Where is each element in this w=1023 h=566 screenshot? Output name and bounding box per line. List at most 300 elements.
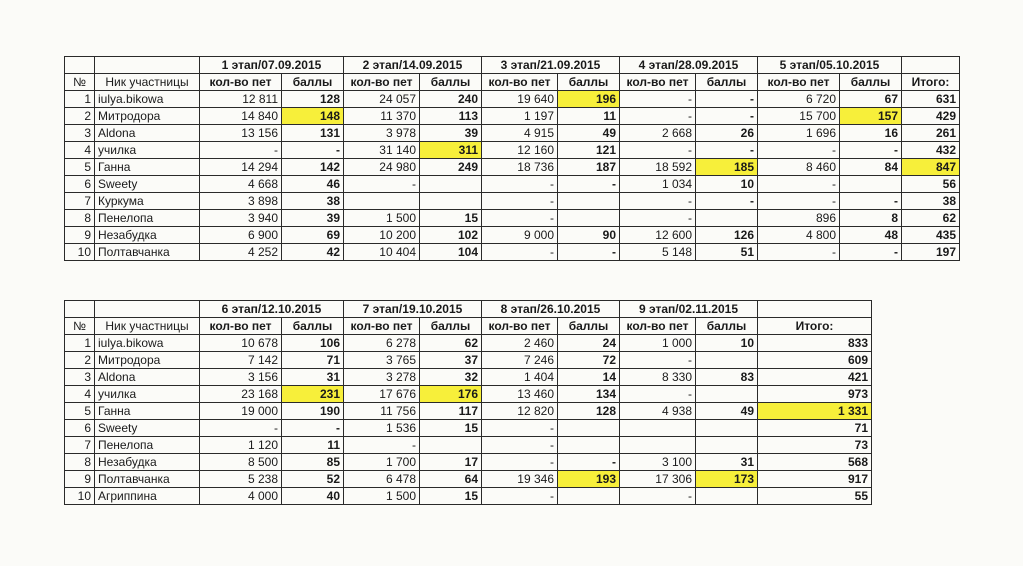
row-number: 4	[65, 386, 95, 403]
pet-count-cell: 6 900	[200, 227, 282, 244]
row-number: 8	[65, 210, 95, 227]
points-cell: 67	[840, 91, 902, 108]
total-cell: 56	[902, 176, 960, 193]
table-row	[65, 91, 960, 108]
pet-count-cell	[344, 193, 420, 210]
points-cell: 64	[420, 471, 482, 488]
pet-count-cell: 1 536	[344, 420, 420, 437]
points-cell: 15	[420, 210, 482, 227]
pet-count-cell: 4 915	[482, 125, 558, 142]
points-cell	[420, 176, 482, 193]
points-cell: 39	[420, 125, 482, 142]
pet-count-cell: -	[620, 488, 696, 505]
pet-count-cell: 23 168	[200, 386, 282, 403]
table-row	[65, 369, 872, 386]
count-column-header: кол-во пет	[758, 74, 840, 91]
pet-count-cell: 18 736	[482, 159, 558, 176]
total-cell: 609	[758, 352, 872, 369]
pet-count-cell: 14 840	[200, 108, 282, 125]
pet-count-cell: 19 000	[200, 403, 282, 420]
points-cell: 17	[420, 454, 482, 471]
corner-cell	[902, 57, 960, 74]
points-cell	[696, 352, 758, 369]
points-cell	[420, 193, 482, 210]
table-row	[65, 125, 960, 142]
total-cell: 38	[902, 193, 960, 210]
pet-count-cell: -	[758, 193, 840, 210]
pet-count-cell: 12 600	[620, 227, 696, 244]
pet-count-cell: -	[620, 142, 696, 159]
pet-count-cell: 2 460	[482, 335, 558, 352]
row-number: 2	[65, 108, 95, 125]
points-cell	[558, 420, 620, 437]
corner-cell	[95, 57, 200, 74]
stage-title: 1 этап/07.09.2015	[200, 57, 344, 74]
stage-title: 7 этап/19.10.2015	[344, 301, 482, 318]
pet-count-cell: -	[758, 244, 840, 261]
participant-nick: Sweety	[95, 176, 200, 193]
points-cell: 196	[558, 91, 620, 108]
points-cell: 190	[282, 403, 344, 420]
row-number: 7	[65, 193, 95, 210]
points-cell: 10	[696, 335, 758, 352]
table-row	[65, 437, 872, 454]
total-cell: 435	[902, 227, 960, 244]
table-row	[65, 159, 960, 176]
points-cell	[420, 437, 482, 454]
pet-count-cell	[620, 437, 696, 454]
points-cell: 37	[420, 352, 482, 369]
points-cell	[696, 488, 758, 505]
points-column-header: баллы	[696, 318, 758, 335]
points-column-header: баллы	[696, 74, 758, 91]
points-cell: 187	[558, 159, 620, 176]
stage-title: 6 этап/12.10.2015	[200, 301, 344, 318]
pet-count-cell: -	[482, 488, 558, 505]
pet-count-cell: 19 346	[482, 471, 558, 488]
points-cell	[558, 437, 620, 454]
pet-count-cell: 24 980	[344, 159, 420, 176]
points-cell: 176	[420, 386, 482, 403]
points-cell: 193	[558, 471, 620, 488]
pet-count-cell: -	[482, 210, 558, 227]
table-row	[65, 352, 872, 369]
pet-count-cell: 3 100	[620, 454, 696, 471]
pet-count-cell: 10 404	[344, 244, 420, 261]
points-cell: 128	[282, 91, 344, 108]
row-number: 8	[65, 454, 95, 471]
stage-header-row	[65, 301, 872, 318]
points-cell	[558, 210, 620, 227]
pet-count-cell: -	[482, 176, 558, 193]
points-cell: 131	[282, 125, 344, 142]
pet-count-cell: 3 898	[200, 193, 282, 210]
pet-count-cell: 15 700	[758, 108, 840, 125]
points-cell: 126	[696, 227, 758, 244]
stage-title: 4 этап/28.09.2015	[620, 57, 758, 74]
points-cell: 8	[840, 210, 902, 227]
pet-count-cell	[620, 420, 696, 437]
points-cell: -	[696, 108, 758, 125]
pet-count-cell: 8 330	[620, 369, 696, 386]
points-cell: 14	[558, 369, 620, 386]
points-column-header: баллы	[420, 318, 482, 335]
row-number: 3	[65, 125, 95, 142]
points-cell: 49	[696, 403, 758, 420]
total-cell: 197	[902, 244, 960, 261]
pet-count-cell: 11 370	[344, 108, 420, 125]
participant-nick: Незабудка	[95, 454, 200, 471]
count-column-header: кол-во пет	[200, 318, 282, 335]
table-row	[65, 420, 872, 437]
total-cell: 62	[902, 210, 960, 227]
points-cell: -	[282, 142, 344, 159]
pet-count-cell: -	[620, 352, 696, 369]
pet-count-cell: -	[200, 420, 282, 437]
points-cell: 311	[420, 142, 482, 159]
total-cell: 973	[758, 386, 872, 403]
pet-count-cell: 1 696	[758, 125, 840, 142]
participant-nick: Полтавчанка	[95, 471, 200, 488]
pet-count-cell: 12 820	[482, 403, 558, 420]
points-cell	[558, 488, 620, 505]
pet-count-cell: 1 700	[344, 454, 420, 471]
participant-nick: Sweety	[95, 420, 200, 437]
pet-count-cell: 2 668	[620, 125, 696, 142]
pet-count-cell: 6 478	[344, 471, 420, 488]
points-cell: -	[840, 142, 902, 159]
total-column-header: Итого:	[758, 318, 872, 335]
pet-count-cell: 8 460	[758, 159, 840, 176]
pet-count-cell: 4 668	[200, 176, 282, 193]
participant-nick: Ганна	[95, 159, 200, 176]
count-column-header: кол-во пет	[200, 74, 282, 91]
points-cell: -	[696, 193, 758, 210]
points-cell: 42	[282, 244, 344, 261]
points-cell: 48	[840, 227, 902, 244]
pet-count-cell: 896	[758, 210, 840, 227]
total-cell: 432	[902, 142, 960, 159]
number-column-header: №	[65, 318, 95, 335]
points-cell: 52	[282, 471, 344, 488]
points-column-header: баллы	[420, 74, 482, 91]
points-cell: 142	[282, 159, 344, 176]
pet-count-cell: 12 160	[482, 142, 558, 159]
points-cell: 84	[840, 159, 902, 176]
pet-count-cell: 1 500	[344, 488, 420, 505]
pet-count-cell: 8 500	[200, 454, 282, 471]
table-row	[65, 193, 960, 210]
count-column-header: кол-во пет	[482, 318, 558, 335]
points-cell: 26	[696, 125, 758, 142]
participant-nick: Aldona	[95, 369, 200, 386]
pet-count-cell: 11 756	[344, 403, 420, 420]
table-row	[65, 471, 872, 488]
total-cell: 917	[758, 471, 872, 488]
column-header-row	[65, 318, 872, 335]
stage-header-row	[65, 57, 960, 74]
pet-count-cell: -	[620, 91, 696, 108]
nick-column-header: Ник участницы	[95, 318, 200, 335]
stage-title: 8 этап/26.10.2015	[482, 301, 620, 318]
pet-count-cell: 1 197	[482, 108, 558, 125]
participant-nick: Агриппина	[95, 488, 200, 505]
row-number: 10	[65, 244, 95, 261]
participant-nick: Митродора	[95, 352, 200, 369]
table-row	[65, 176, 960, 193]
row-number: 3	[65, 369, 95, 386]
total-cell: 429	[902, 108, 960, 125]
total-cell: 1 331	[758, 403, 872, 420]
stage-title: 2 этап/14.09.2015	[344, 57, 482, 74]
points-cell: 157	[840, 108, 902, 125]
points-cell: 62	[420, 335, 482, 352]
pet-count-cell: -	[200, 142, 282, 159]
pet-count-cell: 1 500	[344, 210, 420, 227]
points-cell: 85	[282, 454, 344, 471]
points-cell: 121	[558, 142, 620, 159]
points-cell: 104	[420, 244, 482, 261]
row-number: 7	[65, 437, 95, 454]
pet-count-cell: -	[758, 142, 840, 159]
pet-count-cell: 1 034	[620, 176, 696, 193]
table-row	[65, 488, 872, 505]
row-number: 5	[65, 403, 95, 420]
total-cell: 261	[902, 125, 960, 142]
pet-count-cell: 4 800	[758, 227, 840, 244]
pet-count-cell: -	[620, 108, 696, 125]
pet-count-cell: 9 000	[482, 227, 558, 244]
points-cell: 106	[282, 335, 344, 352]
pet-count-cell: 1 120	[200, 437, 282, 454]
pet-count-cell: -	[620, 210, 696, 227]
pet-count-cell: 17 306	[620, 471, 696, 488]
points-cell: 72	[558, 352, 620, 369]
points-column-header: баллы	[282, 74, 344, 91]
points-cell	[696, 210, 758, 227]
row-number: 1	[65, 91, 95, 108]
stage-results-table-1	[64, 56, 960, 261]
count-column-header: кол-во пет	[482, 74, 558, 91]
corner-cell	[758, 301, 872, 318]
points-cell: 69	[282, 227, 344, 244]
participant-nick: iulya.bikowa	[95, 91, 200, 108]
points-cell: -	[696, 142, 758, 159]
table-row	[65, 244, 960, 261]
table-row	[65, 403, 872, 420]
participant-nick: Митродора	[95, 108, 200, 125]
participant-nick: Незабудка	[95, 227, 200, 244]
row-number: 5	[65, 159, 95, 176]
corner-cell	[65, 301, 95, 318]
points-cell: 10	[696, 176, 758, 193]
points-cell: -	[840, 244, 902, 261]
points-cell: 83	[696, 369, 758, 386]
count-column-header: кол-во пет	[620, 318, 696, 335]
pet-count-cell: -	[482, 437, 558, 454]
points-cell	[696, 420, 758, 437]
points-cell: 117	[420, 403, 482, 420]
pet-count-cell: 4 252	[200, 244, 282, 261]
participant-nick: Aldona	[95, 125, 200, 142]
points-column-header: баллы	[282, 318, 344, 335]
participant-nick: Полтавчанка	[95, 244, 200, 261]
pet-count-cell: 5 238	[200, 471, 282, 488]
points-cell	[696, 386, 758, 403]
points-cell: 40	[282, 488, 344, 505]
points-cell	[840, 176, 902, 193]
points-cell: 31	[696, 454, 758, 471]
table-row	[65, 386, 872, 403]
points-cell: 11	[282, 437, 344, 454]
points-cell: 240	[420, 91, 482, 108]
pet-count-cell: 3 278	[344, 369, 420, 386]
pet-count-cell: 1 404	[482, 369, 558, 386]
table-row	[65, 454, 872, 471]
points-column-header: баллы	[558, 318, 620, 335]
points-column-header: баллы	[840, 74, 902, 91]
points-cell	[696, 437, 758, 454]
row-number: 2	[65, 352, 95, 369]
pet-count-cell: 3 978	[344, 125, 420, 142]
participant-nick: училка	[95, 386, 200, 403]
pet-count-cell: 12 811	[200, 91, 282, 108]
points-cell: 39	[282, 210, 344, 227]
pet-count-cell: 19 640	[482, 91, 558, 108]
pet-count-cell: 10 200	[344, 227, 420, 244]
points-cell: 11	[558, 108, 620, 125]
total-cell: 73	[758, 437, 872, 454]
number-column-header: №	[65, 74, 95, 91]
points-cell: 15	[420, 488, 482, 505]
total-cell: 568	[758, 454, 872, 471]
pet-count-cell: -	[482, 420, 558, 437]
points-cell: 90	[558, 227, 620, 244]
pet-count-cell: 1 000	[620, 335, 696, 352]
pet-count-cell: 17 676	[344, 386, 420, 403]
pet-count-cell: -	[344, 176, 420, 193]
column-header-row	[65, 74, 960, 91]
total-cell: 71	[758, 420, 872, 437]
corner-cell	[95, 301, 200, 318]
pet-count-cell: 24 057	[344, 91, 420, 108]
participant-nick: Пенелопа	[95, 437, 200, 454]
row-number: 1	[65, 335, 95, 352]
pet-count-cell: -	[482, 244, 558, 261]
table-row	[65, 210, 960, 227]
points-cell: 102	[420, 227, 482, 244]
pet-count-cell: 14 294	[200, 159, 282, 176]
corner-cell	[65, 57, 95, 74]
pet-count-cell: 3 765	[344, 352, 420, 369]
points-cell: -	[696, 91, 758, 108]
participant-nick: Пенелопа	[95, 210, 200, 227]
pet-count-cell: 6 278	[344, 335, 420, 352]
pet-count-cell: 10 678	[200, 335, 282, 352]
total-cell: 631	[902, 91, 960, 108]
points-cell: 16	[840, 125, 902, 142]
points-cell: 49	[558, 125, 620, 142]
pet-count-cell: -	[620, 193, 696, 210]
nick-column-header: Ник участницы	[95, 74, 200, 91]
pet-count-cell: 6 720	[758, 91, 840, 108]
pet-count-cell: 18 592	[620, 159, 696, 176]
count-column-header: кол-во пет	[344, 318, 420, 335]
table-row	[65, 335, 872, 352]
points-cell: 38	[282, 193, 344, 210]
pet-count-cell: 5 148	[620, 244, 696, 261]
participant-nick: Куркума	[95, 193, 200, 210]
points-cell	[558, 193, 620, 210]
pet-count-cell: 3 940	[200, 210, 282, 227]
row-number: 9	[65, 227, 95, 244]
pet-count-cell: 7 246	[482, 352, 558, 369]
pet-count-cell: 31 140	[344, 142, 420, 159]
pet-count-cell: 3 156	[200, 369, 282, 386]
stage-title: 3 этап/21.09.2015	[482, 57, 620, 74]
stage-title: 9 этап/02.11.2015	[620, 301, 758, 318]
points-cell: -	[558, 244, 620, 261]
points-cell: 249	[420, 159, 482, 176]
table-row	[65, 108, 960, 125]
pet-count-cell: 7 142	[200, 352, 282, 369]
table-row	[65, 142, 960, 159]
points-cell: -	[840, 193, 902, 210]
pet-count-cell: -	[482, 454, 558, 471]
pet-count-cell: -	[758, 176, 840, 193]
total-column-header: Итого:	[902, 74, 960, 91]
points-column-header: баллы	[558, 74, 620, 91]
total-cell: 421	[758, 369, 872, 386]
points-cell: 46	[282, 176, 344, 193]
stage-title: 5 этап/05.10.2015	[758, 57, 902, 74]
count-column-header: кол-во пет	[620, 74, 696, 91]
table-row	[65, 227, 960, 244]
points-cell: 185	[696, 159, 758, 176]
points-cell: -	[282, 420, 344, 437]
points-cell: 71	[282, 352, 344, 369]
points-cell: 15	[420, 420, 482, 437]
pet-count-cell: 4 938	[620, 403, 696, 420]
pet-count-cell: -	[620, 386, 696, 403]
pet-count-cell: 13 156	[200, 125, 282, 142]
row-number: 10	[65, 488, 95, 505]
points-cell: -	[558, 176, 620, 193]
points-cell: 231	[282, 386, 344, 403]
points-cell: 134	[558, 386, 620, 403]
row-number: 4	[65, 142, 95, 159]
points-cell: 113	[420, 108, 482, 125]
points-cell: 128	[558, 403, 620, 420]
participant-nick: училка	[95, 142, 200, 159]
pet-count-cell: 4 000	[200, 488, 282, 505]
points-cell: 51	[696, 244, 758, 261]
row-number: 6	[65, 176, 95, 193]
row-number: 6	[65, 420, 95, 437]
row-number: 9	[65, 471, 95, 488]
participant-nick: iulya.bikowa	[95, 335, 200, 352]
total-cell: 55	[758, 488, 872, 505]
points-cell: 148	[282, 108, 344, 125]
points-cell: 31	[282, 369, 344, 386]
participant-nick: Ганна	[95, 403, 200, 420]
stage-results-table-2	[64, 300, 872, 505]
total-cell: 833	[758, 335, 872, 352]
total-cell: 847	[902, 159, 960, 176]
count-column-header: кол-во пет	[344, 74, 420, 91]
pet-count-cell: -	[344, 437, 420, 454]
points-cell: -	[558, 454, 620, 471]
